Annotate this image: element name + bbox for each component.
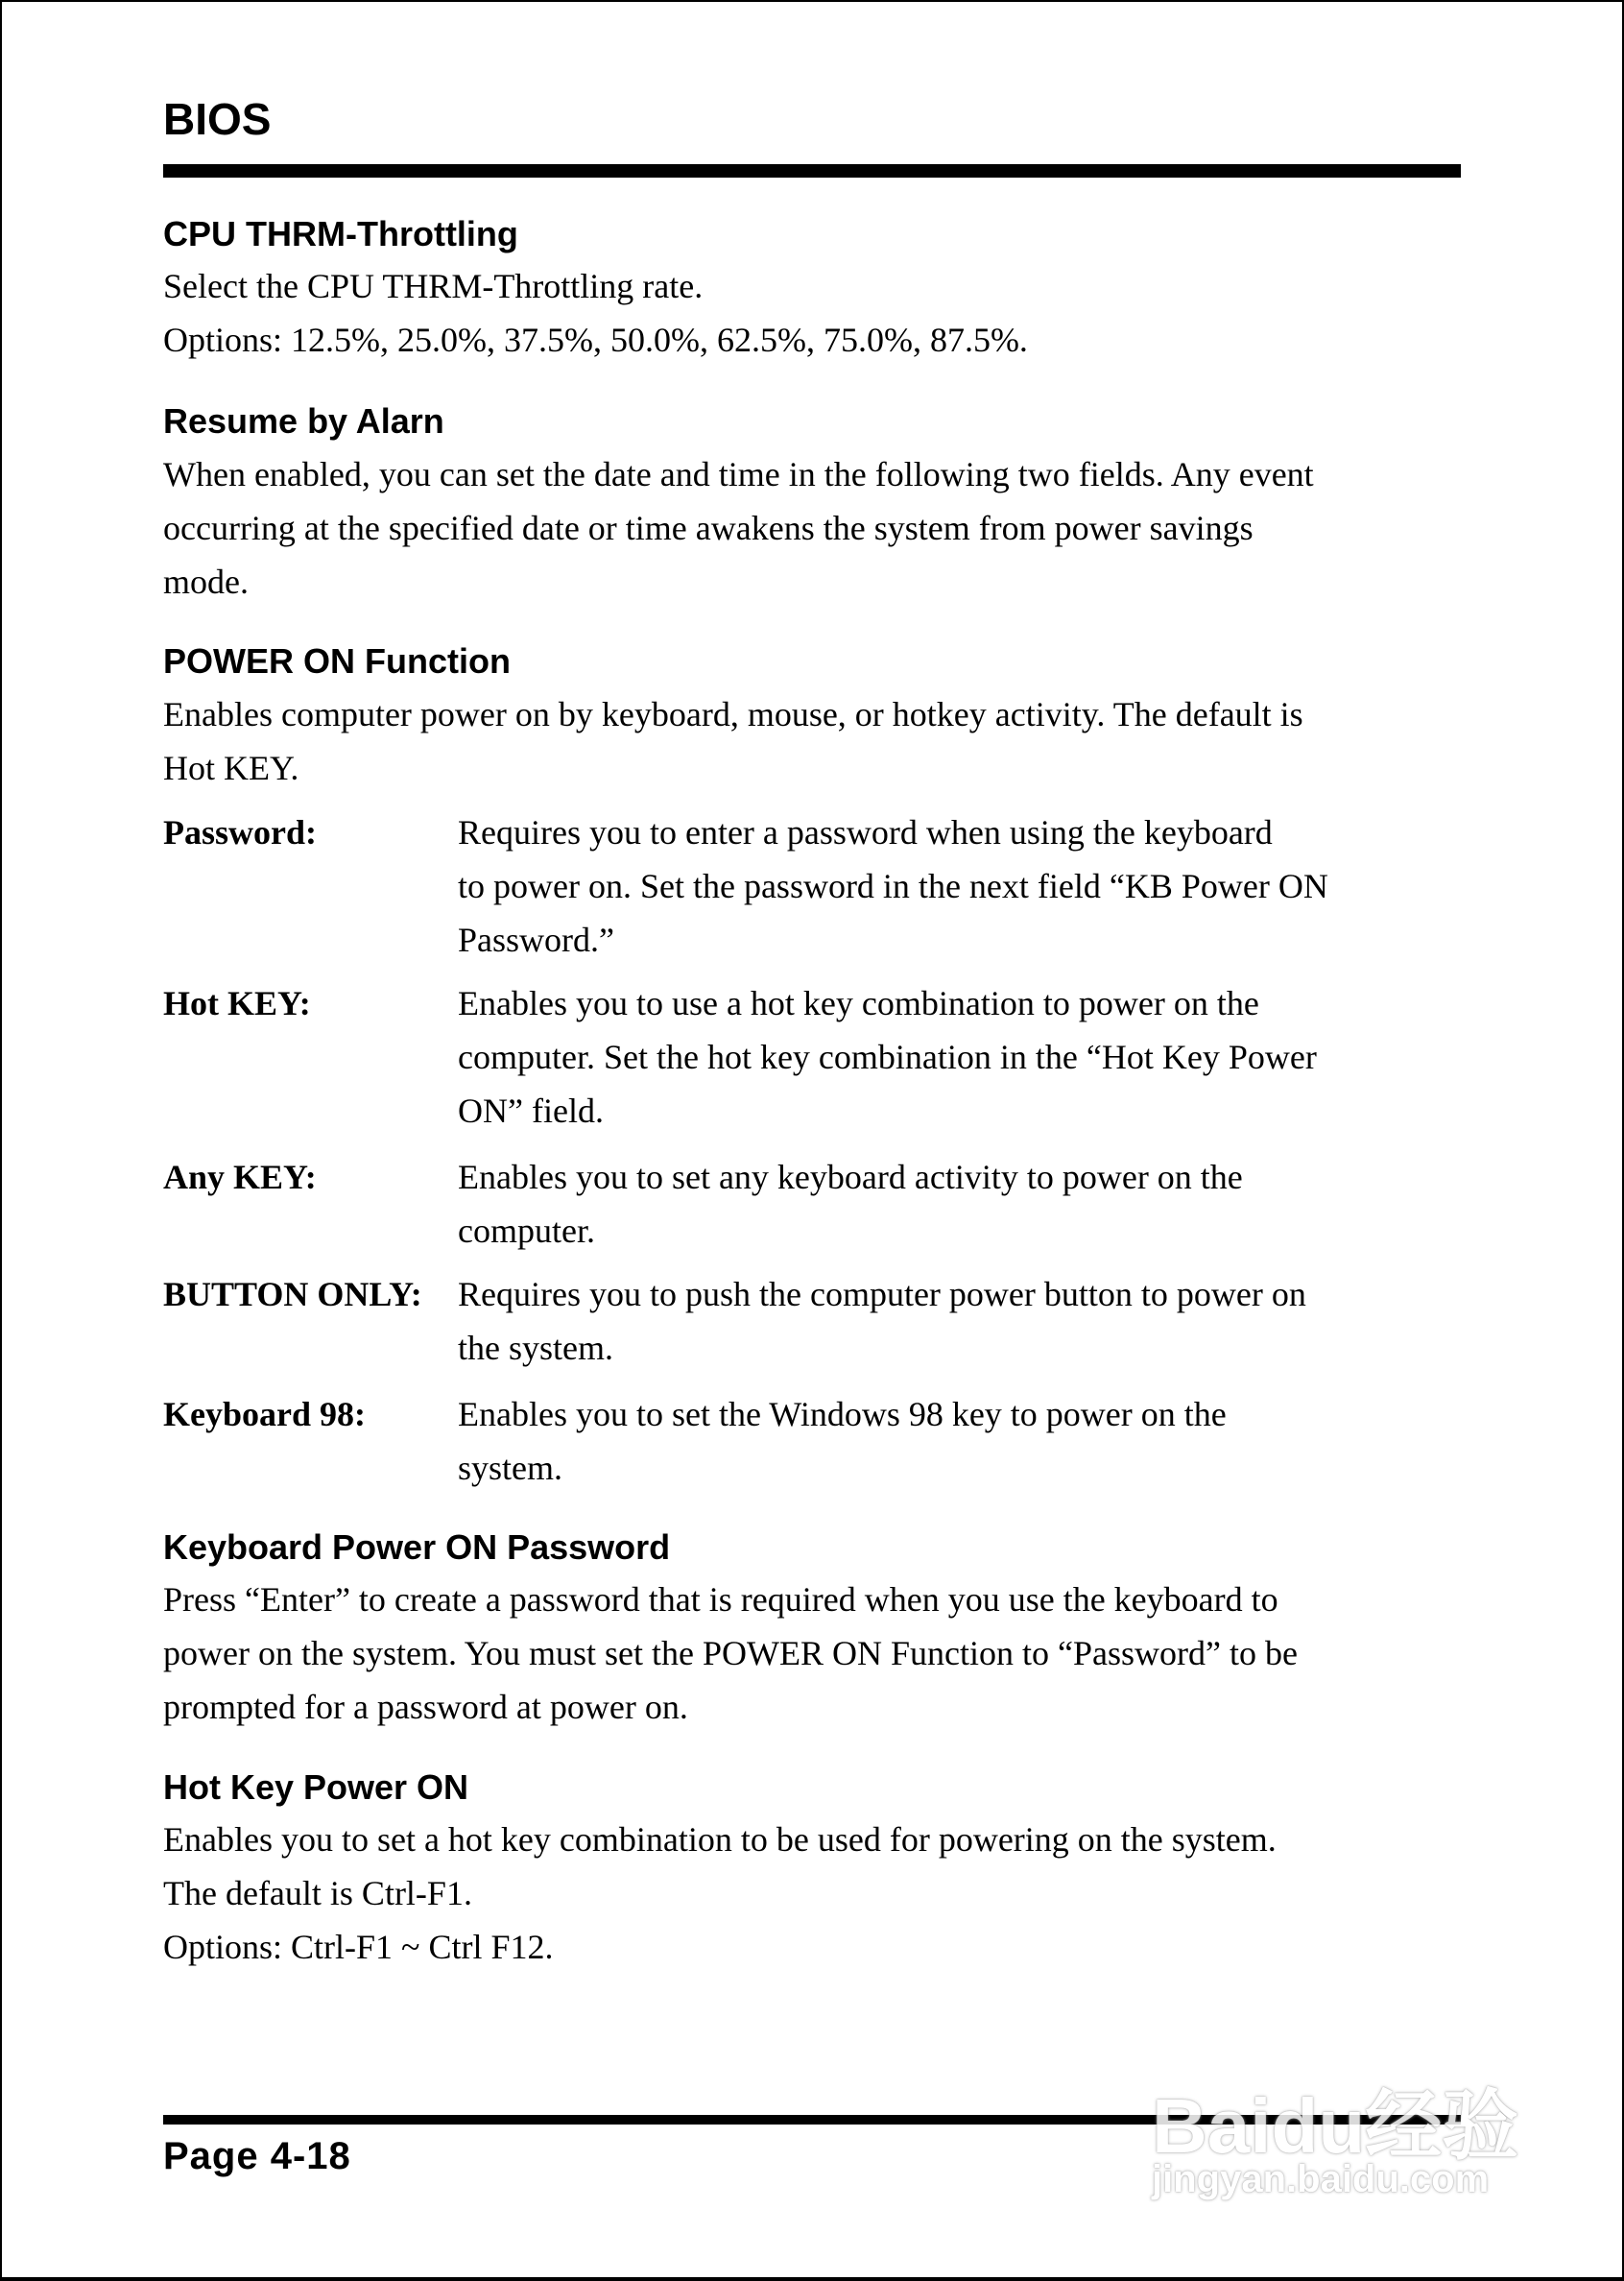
watermark-url: jingyan.baidu.com	[1152, 2158, 1490, 2200]
text-line: Enables you to set any keyboard activity to power on the	[458, 1158, 1243, 1196]
text-line: When enabled, you can set the date and time in the following two fields. Any event	[163, 455, 1314, 493]
section-heading: POWER ON Function	[163, 641, 511, 681]
definition-desc	[458, 1150, 1475, 1258]
definition-term: Password:	[163, 813, 317, 852]
definition-desc	[458, 805, 1475, 967]
text-line: Press “Enter” to create a password that is required when you use the keyboard to	[163, 1580, 1278, 1619]
page-number: Page 4-18	[163, 2135, 351, 2177]
text-line: mode.	[163, 563, 249, 601]
text-line: Hot KEY.	[163, 749, 299, 787]
section-heading: CPU THRM-Throttling	[163, 214, 518, 253]
text-line: Options: 12.5%, 25.0%, 37.5%, 50.0%, 62.5%, 75.0%, 87.5%.	[163, 321, 1028, 359]
section-body	[163, 447, 1478, 609]
text-line: occurring at the specified date or time awakens the system from power savings	[163, 509, 1254, 547]
page-header-title: BIOS	[163, 94, 272, 144]
section-heading: Resume by Alarn	[163, 401, 444, 441]
text-line: power on the system. You must set the POWER ON Function to “Password” to be	[163, 1634, 1298, 1672]
text-line: Select the CPU THRM-Throttling rate.	[163, 267, 704, 305]
definition-term: Any KEY:	[163, 1158, 317, 1196]
text-line: Enables you to set the Windows 98 key to power on the	[458, 1395, 1227, 1433]
baidu-watermark	[1152, 2045, 1536, 2227]
text-line: the system.	[458, 1329, 613, 1367]
section-body	[163, 1813, 1478, 1974]
text-line: prompted for a password at power on.	[163, 1688, 688, 1726]
text-line: Enables you to use a hot key combination to power on the	[458, 984, 1259, 1022]
text-line: Options: Ctrl-F1 ~ Ctrl F12.	[163, 1928, 554, 1966]
section-heading: Hot Key Power ON	[163, 1767, 469, 1807]
definition-term: BUTTON ONLY:	[163, 1275, 422, 1313]
text-line: Requires you to enter a password when using the keyboard	[458, 813, 1273, 852]
section-heading: Keyboard Power ON Password	[163, 1527, 671, 1567]
definition-term: Hot KEY:	[163, 984, 311, 1022]
definition-desc	[458, 976, 1475, 1138]
text-line: ON” field.	[458, 1092, 604, 1130]
section-body	[163, 259, 1478, 367]
header-rule	[163, 164, 1461, 178]
text-line: computer. Set the hot key combination in the “Hot Key Power	[458, 1038, 1317, 1076]
text-line: computer.	[458, 1212, 595, 1250]
section-body	[163, 687, 1478, 795]
text-line: Enables computer power on by keyboard, mouse, or hotkey activity. The default is	[163, 695, 1303, 733]
text-line: Requires you to push the computer power button to power on	[458, 1275, 1306, 1313]
definition-desc	[458, 1387, 1475, 1495]
text-line: Password.”	[458, 921, 614, 959]
text-line: The default is Ctrl-F1.	[163, 1874, 472, 1912]
text-line: Enables you to set a hot key combination to be used for powering on the system.	[163, 1820, 1277, 1859]
definition-term: Keyboard 98:	[163, 1395, 366, 1433]
definition-desc	[458, 1267, 1475, 1375]
section-body	[163, 1573, 1478, 1734]
watermark-logo: Baidu经验	[1152, 2083, 1519, 2169]
text-line: to power on. Set the password in the next field “KB Power ON	[458, 867, 1328, 905]
text-line: system.	[458, 1449, 563, 1487]
